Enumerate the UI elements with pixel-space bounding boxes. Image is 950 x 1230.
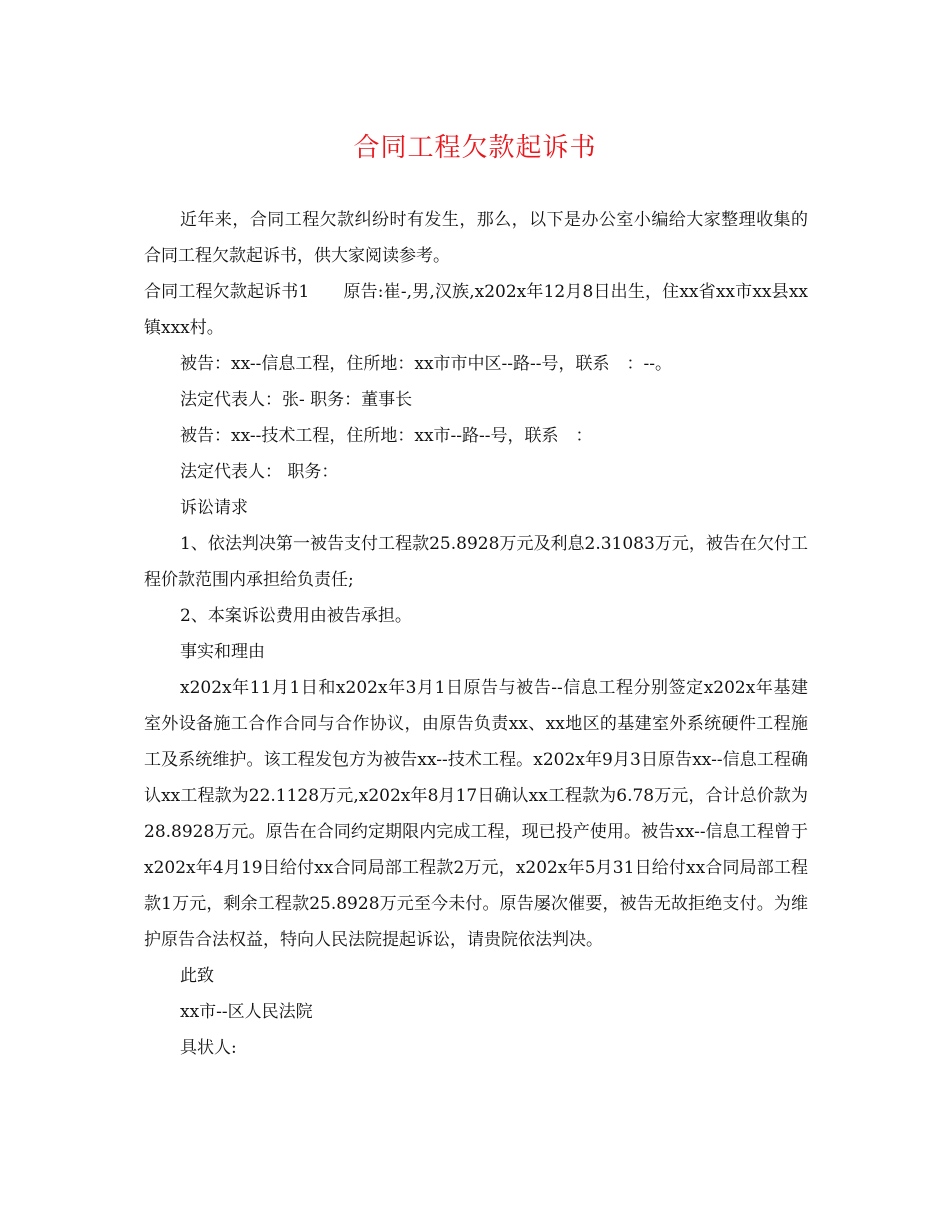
court-paragraph: xx市--区人民法院: [180, 1002, 313, 1022]
facts-heading: 事实和理由: [180, 642, 265, 662]
legal-rep1-paragraph: 法定代表人：张- 职务：董事长: [180, 390, 413, 410]
claim2-paragraph: 2、本案诉讼费用由被告承担。: [180, 606, 412, 626]
document-body: [144, 202, 808, 1066]
defendant1-paragraph: 被告：xx--信息工程，住所地：xx市市中区--路--号，联系 ：--。: [180, 354, 673, 374]
claim1-paragraph: 1、依法判决第一被告支付工程款25.8928万元及利息2.31083万元，被告在欠付工程价款范围内承担给负责任;: [144, 534, 808, 590]
plaintiff-paragraph: [144, 274, 808, 346]
legal-rep2-paragraph: 法定代表人： 职务：: [180, 462, 339, 482]
signature-paragraph: 具状人:: [180, 1038, 237, 1058]
defendant2-paragraph: 被告：xx--技术工程，住所地：xx市--路--号，联系 ：: [180, 426, 593, 446]
plaintiff-text: 原告:崔-,男,汉族,x202x年12月8日出生，住xx省xx市xx县xx镇xxx村。: [144, 282, 808, 338]
claims-heading: 诉讼请求: [180, 498, 248, 518]
section-heading-label: 合同工程欠款起诉书1: [144, 282, 310, 302]
document-title: 合同工程欠款起诉书: [353, 133, 597, 163]
facts-paragraph: x202x年11月1日和x202x年3月1日原告与被告--信息工程分别签定x202x年基建室外设备施工合作合同与合作协议，由原告负责xx、xx地区的基建室外系统硬件工程施工及系统维护。该工程发包方为被告xx--技术工程。x202x年9月3日原告xx--信息工程确认xx工程款为22.1128万元,x202x年8月17日确认xx工程款为6.78万元，合计总价款为28.8928万元。原告在合同约定期限内完成工程，现已投产使用。被告xx--信息工程曾于x202x年4月19日给付xx合同局部工程款2万元，x202x年5月31日给付xx合同局部工程款1万元，剩余工程款25.8928万元至今未付。原告屡次催要，被告无故拒绝支付。为维护原告合法权益，特向人民法院提起诉讼，请贵院依法判决。: [144, 678, 808, 950]
intro-paragraph: 近年来，合同工程欠款纠纷时有发生，那么，以下是办公室小编给大家整理收集的合同工程欠款起诉书，供大家阅读参考。: [144, 210, 808, 266]
closing-paragraph: 此致: [180, 966, 214, 986]
